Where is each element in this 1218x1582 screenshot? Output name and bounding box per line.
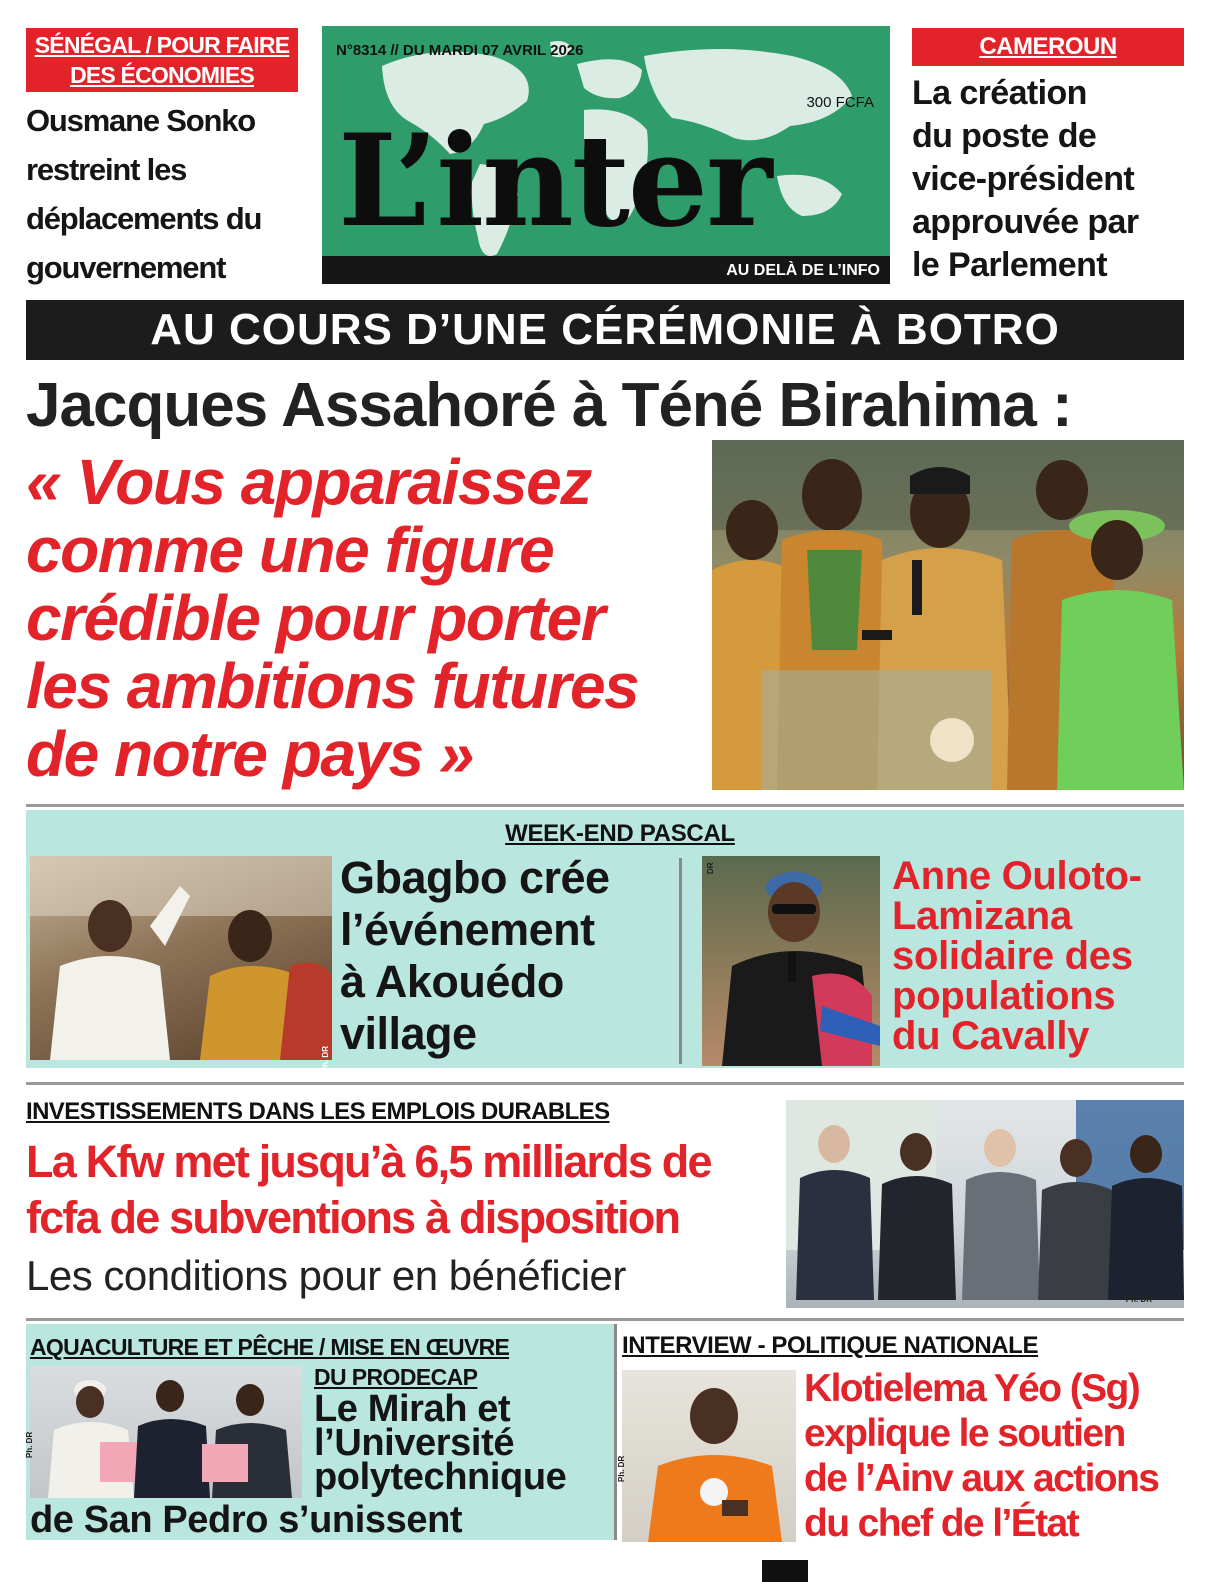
left-teaser-tag-line2: DES ÉCONOMIES (70, 62, 254, 88)
lead-quote-line: comme une figure (26, 514, 554, 586)
ouloto-headline-line: Lamizana (892, 894, 1072, 938)
issue-number: N°8314 // DU MARDI 07 AVRIL 2026 (336, 42, 584, 59)
section-divider (26, 1082, 1184, 1085)
kfw-subhead[interactable]: Les conditions pour en bénéficier (26, 1252, 626, 1299)
section-divider (26, 804, 1184, 807)
aquaculture-headline[interactable] (314, 1388, 614, 1498)
ouloto-photo-figure (702, 856, 880, 1066)
masthead-tagline: AU DELÀ DE L’INFO (726, 262, 880, 279)
photo-credit: Ph. DR (1125, 1295, 1152, 1304)
left-teaser-tag[interactable] (26, 28, 298, 92)
lead-kicker-bar: AU COURS D’UNE CÉRÉMONIE À BOTRO (26, 300, 1184, 360)
aquaculture-label-line2: DU PRODECAP (314, 1364, 478, 1390)
newspaper-logo[interactable]: L’inter (338, 107, 771, 255)
lead-photo-figures (712, 440, 1184, 790)
left-teaser-line: restreint les (26, 152, 187, 187)
interview-headline-line: explique le soutien (804, 1412, 1125, 1455)
ouloto-headline-line: du Cavally (892, 1014, 1090, 1058)
masthead[interactable] (322, 26, 890, 284)
page-footer-mark (762, 1560, 808, 1582)
kfw-label: INVESTISSEMENTS DANS LES EMPLOIS DURABLES (26, 1098, 610, 1125)
lead-quote-line: crédible pour porter (26, 582, 605, 654)
ouloto-headline-line: Anne Ouloto- (892, 854, 1142, 898)
kfw-photo-figures (786, 1100, 1184, 1308)
gbagbo-headline-line: l’événement (340, 904, 595, 955)
left-teaser-headline[interactable] (26, 96, 316, 292)
aquaculture-headline-line: Le Mirah et (314, 1388, 511, 1430)
aquaculture-label-line1: AQUACULTURE ET PÊCHE / MISE EN ŒUVRE (30, 1334, 510, 1360)
lead-headline[interactable]: Jacques Assahoré à Téné Birahima : (26, 371, 1072, 440)
left-teaser-line: Ousmane Sonko (26, 103, 256, 138)
column-divider (679, 858, 682, 1064)
easter-label: WEEK-END PASCAL (505, 820, 735, 847)
right-teaser-line: La création (912, 74, 1087, 112)
photo-credit: Ph. DR (321, 1046, 330, 1073)
left-teaser-line: gouvernement (26, 250, 226, 285)
lead-quote-line: les ambitions futures (26, 650, 639, 722)
interview-photo-figure (622, 1370, 796, 1542)
ouloto-headline-line: solidaire des (892, 934, 1133, 978)
lead-quote[interactable] (26, 448, 716, 788)
photo-credit: Ph. DR (25, 1431, 34, 1458)
aquaculture-headline-line: l’Université (314, 1422, 515, 1464)
right-teaser-line: le Parlement (912, 246, 1108, 284)
right-teaser-line: approuvée par (912, 203, 1139, 241)
right-teaser-tag[interactable]: CAMEROUN (912, 28, 1184, 66)
lead-photo[interactable] (712, 440, 1184, 790)
gbagbo-headline-line: à Akouédo (340, 956, 564, 1007)
price-label: 300 FCFA (806, 94, 874, 111)
right-teaser-headline[interactable] (912, 72, 1202, 287)
aquaculture-headline-last[interactable]: de San Pedro s’unissent (30, 1499, 463, 1541)
aquaculture-headline-line: polytechnique (314, 1456, 567, 1498)
left-teaser-line: déplacements du (26, 201, 262, 236)
photo-credit: DR (706, 862, 715, 874)
ouloto-headline[interactable] (892, 856, 1192, 1056)
interview-photo[interactable] (617, 1370, 796, 1542)
gbagbo-headline[interactable] (340, 852, 680, 1060)
kfw-headline-line: La Kfw met jusqu’à 6,5 milliards de (26, 1136, 711, 1187)
gbagbo-photo-figures (30, 856, 332, 1060)
lead-quote-line: « Vous apparaissez (26, 446, 591, 518)
aquaculture-photo-figures (30, 1366, 302, 1498)
column-divider (614, 1324, 617, 1540)
ouloto-headline-line: populations (892, 974, 1116, 1018)
kfw-headline[interactable] (26, 1134, 786, 1246)
kfw-photo[interactable] (786, 1100, 1184, 1308)
interview-headline-line: de l’Ainv aux actions (804, 1457, 1159, 1500)
right-teaser-line: du poste de (912, 117, 1097, 155)
photo-credit: Ph. DR (617, 1455, 626, 1482)
interview-headline-line: du chef de l’État (804, 1502, 1079, 1545)
interview-label: INTERVIEW - POLITIQUE NATIONALE (622, 1332, 1039, 1359)
interview-headline[interactable] (804, 1366, 1204, 1546)
lead-quote-line: de notre pays » (26, 718, 473, 790)
gbagbo-photo[interactable] (30, 856, 332, 1073)
gbagbo-headline-line: village (340, 1008, 477, 1059)
ouloto-photo[interactable] (702, 856, 880, 1066)
left-teaser-tag-line1: SÉNÉGAL / POUR FAIRE (34, 32, 290, 58)
section-divider (26, 1318, 1184, 1321)
aquaculture-photo[interactable] (25, 1366, 302, 1498)
kfw-headline-line: fcfa de subventions à disposition (26, 1192, 680, 1243)
interview-headline-line: Klotielema Yéo (Sg) (804, 1367, 1140, 1410)
gbagbo-headline-line: Gbagbo crée (340, 852, 610, 903)
right-teaser-line: vice-président (912, 160, 1135, 198)
